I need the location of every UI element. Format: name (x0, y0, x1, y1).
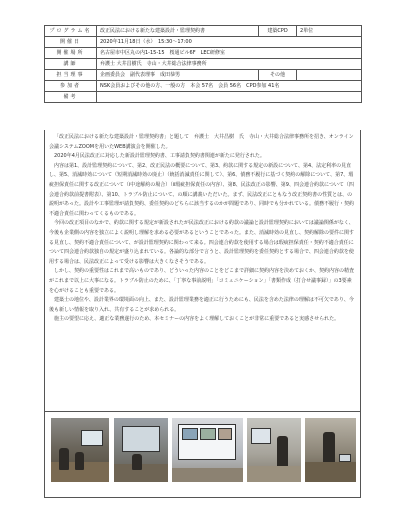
laptop-screen (339, 454, 351, 462)
report-body (44, 130, 361, 412)
attendee (59, 448, 69, 470)
label-program: プログラム名 (45, 26, 97, 37)
event-info-table (44, 25, 362, 103)
attendee (132, 454, 142, 470)
seminar-photo (172, 418, 243, 482)
label-lecturer: 講師 (45, 59, 97, 70)
label-other: その他 (259, 70, 297, 81)
row-participants (45, 81, 362, 92)
lecturer (277, 436, 288, 470)
value-program: 改正民法における新たな建築設計・監理契約書 (97, 26, 259, 37)
value-director: 企画委員会 副代表理事 成田恭男 (97, 70, 259, 81)
value-participants: NSK会員およびその他の方、一般の方 本会 57名 会員 56名 CPD参加 41名 (97, 81, 362, 92)
value-remarks (97, 92, 362, 103)
photo-strip (44, 412, 361, 498)
body-paragraph: 今回の改正項目のなかで、約款に関する規定が新設されたが民法改正における約款の議論と設計監理契約においては議論関係がなく、今後も企業側の内容を独立によく説明し理解を求める必要があるということであった。また、消滅時効の見直し、契約解除の要件に関する見直し、契約不適合責任について、が設計監理契約に関わって来る。四会連合約款を使用する場合は瑕疵担保責任・契約不適合責任について四会連合約款独自の規定が盛り込まれている。各論的な部分で言うと、設計監理契約を委任契約とする場合で、四会連合約款を使用する場合は、民法改正によって受ける影響は大きくなさそうである。 (49, 220, 354, 265)
body-paragraph: しかし、契約の重要性はこれまで高いものであり、どういった内容のことをどこまで詳細に契約内容を決めておくか、契約内容の精査がこれまで以上に大事になる。トラブル防止のために、「丁寧な事前説明」「コミュニケーション」「書類作成（打合せ議事録）」の3要素を心がけることも重要である。 (49, 268, 355, 294)
row-director (45, 70, 362, 81)
value-lecturer: 弁護士 大井昌樹氏 寺山・大井総合法律事務所 (97, 59, 362, 70)
desk (305, 462, 356, 482)
value-venue: 名古屋市中区丸の内1-15-15 桜通ビル6F LEC研修室 (97, 48, 362, 59)
monitor-screen (81, 430, 103, 446)
body-paragraph: 施主の要望に応え、適正な業務遂行のため、本セミナーの内容をよく理解しておくことが非常に重要であると実感させられた。 (54, 316, 340, 323)
row-lecturer (45, 59, 362, 70)
zoom-tile (218, 428, 232, 440)
seminar-photo (114, 418, 168, 482)
projection-screen (122, 426, 160, 452)
monitor-screen (251, 428, 271, 444)
row-date (45, 37, 362, 48)
value-cpd: 2単位 (297, 26, 362, 37)
label-venue: 開催場所 (45, 48, 97, 59)
row-program (45, 26, 362, 37)
desk (172, 468, 243, 482)
seminar-photo (51, 418, 109, 482)
seminar-photo (247, 418, 301, 482)
body-paragraph: 内容は第1、設計監理契約について、第2、改正民法の概要について、第3、約款に関する規定の新設について、第4、法定利率の見直し、第5、消滅時効について（短期消滅時効の廃止）（統括消滅責任に関して）、第6、債務不履行に基づく契約の解除について、第7、瑕疵担保責任に関する改正について（ⅰ中途解約の場合）（ⅱ瑕疵担保責任の内容）、第8、民法改正の影響、第9、四会連合約款について（四会連合約款前提書附表）、第10、トラブル防止について、の順に講義いただいた。まず、民法改正にともなう改正契約書の性質とは、の説明があった。設計や工事監理が請負契約、委任契約のどちらに該当するのかが問題であり、同時でも分かれている。債務不履行・契約不適合責任に関わってくるものである。 (49, 162, 354, 217)
label-participants: 参加者 (45, 81, 97, 92)
row-remarks (45, 92, 362, 103)
zoom-tile (200, 428, 216, 440)
value-date: 2020年11月18日（水） 15:30～17:00 (97, 37, 362, 48)
seminar-photo (305, 418, 356, 482)
label-cpd: 建築CPD (259, 26, 297, 37)
label-date: 開催日 (45, 37, 97, 48)
value-other (297, 70, 362, 81)
row-venue (45, 48, 362, 59)
zoom-tile (182, 428, 198, 440)
attendee (75, 452, 84, 470)
body-paragraph: 「改正民法における新たな建築設計・監理契約書」と題して 弁護士 大井昌樹 氏 寺山・大井総合法律事務所を招き、オンライン会議システムZOOMを用いたWEB講演会を開催した。 (49, 134, 354, 150)
desk (247, 466, 301, 482)
label-director: 担当理事 (45, 70, 97, 81)
body-paragraph: 2020年4月民法改正に対応した新設計監理契約書、工事請負契約書関連が新たに発行された。 (54, 153, 265, 160)
label-remarks: 備考 (45, 92, 97, 103)
body-paragraph: 建築士の地位や、設計業界の環境面の向上、また、設計監理業務を適正に行うためにも、民法を含めた法律の理解は不可欠であり、今後も新しい情報を取り入れ、共有することが求められる。 (49, 297, 354, 313)
